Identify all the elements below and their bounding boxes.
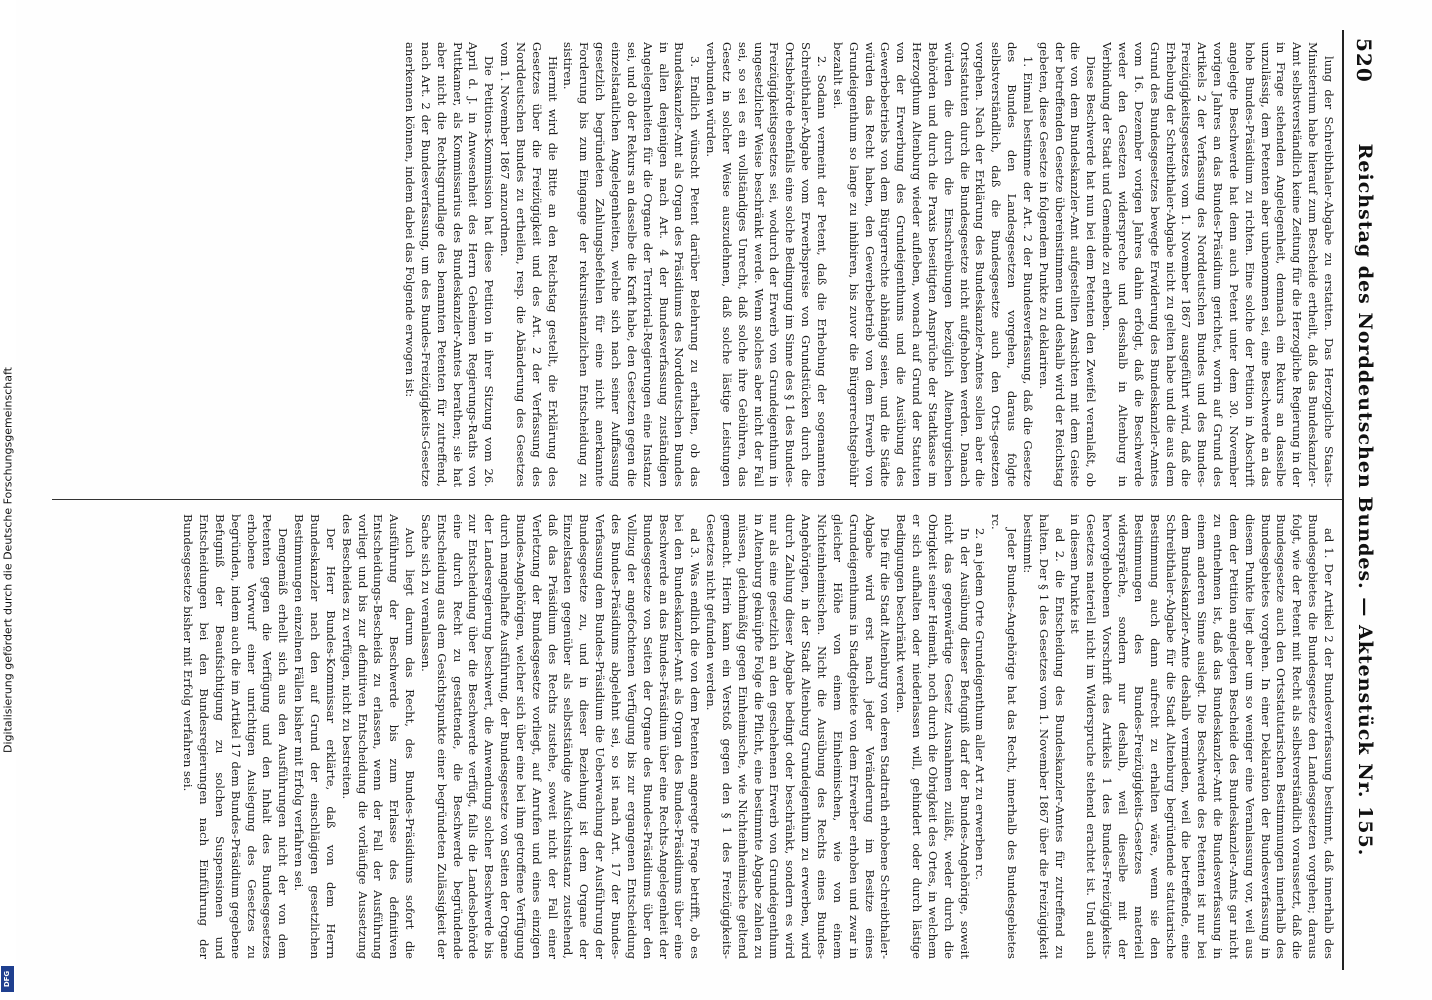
paragraph: lung der Schreibthaler-Abgabe zu erstatten. Das Herzogliche Staats-Ministerium habe hierauf zum Bescheide ertheilt, daß das Bundeskanzler-Amt selbstverständlich keine Zeitung für die Herzogliche Regierung in der in Frage stehenden Angelegenheit, demnach ein Rekurs an dasselbe unzulässig, dem Petenten aber unbenommen sei, eine Beschwerde an das hohe Bundes-Präsidium zu richten. Eine solche der Petition in Abschrift angelegte Beschwerde hat denn auch Petent unter dem 30. November vorigen Jahres an das Bundes-Präsidium gerichtet, worin auf Grund des Artikels 2 der Verfassung des Norddeutschen Bundes und des Bundes-Freizügigkeitsgesetzes vom 1. November 1867 ausgeführt wird, daß die Erhebung der Schreibthaler-Abgabe nicht zu gelten habe und die aus dem Grund des Bundesgesetzes bewegte Erwiderung des Bundeskanzler-Amtes vom 16. Dezember vorigen Jahres dahin erfolgt, daß die Beschwerde weder den Gesetzen widerspreche und desshalb in Altenburg in Verbindung der Stadt und Gemeinde zu erheben. <box>1100 42 1336 487</box>
paragraph: In der Ausübung dieser Befugniß darf der Bundes-Angehörige, soweit nicht das gegenwärtige Gesetz Ausnahmen zuläßt, weder durch die Obrigkeit seiner Heimath, noch durch die Obrigkeit des Ortes, in welchem er sich aufhalten oder niederlassen will, gehindert oder durch lästige Bedingungen beschränkt werden. <box>894 514 972 959</box>
rotated-page <box>46 30 1386 970</box>
column-divider <box>52 499 1342 500</box>
left-column <box>56 42 1336 487</box>
paragraph: Auch liegt darum das Recht, des Bundes-Präsidiums sofort die Ausführung der Beschwerde bis zum Erlasse des definitiven Entscheidungs-Bescheids zu erlassen, wenn der Fall der Ausführung vorliegt und bis zur definitiven Entscheidung die vorläufige Aussetzung des Bescheides zu verfügen, nicht zu bestreiten. <box>339 514 418 959</box>
paragraph: Die für die Stadt Altenburg von deren Stadtrath erhobene Schreibthaler-Abgabe wird erst nach jeder Veränderung im Besitze eines Grundeigenthums in Stadtgebiete von dem Erwerber erhoben und zwar in gleicher Höhe von einem Einheimischen, wie von einem Nichteinheimischen. Nicht die Ausübung des Rechts eines Bundes-Angehörigen, in der Stadt Altenburg Grundeigenthum zu erwerben, wird durch Zahlung dieser Abgabe bedingt oder beschränkt, sondern es wird nur als eine gesetzlich an den geschehenen Erwerb von Grundeigenthum in Altenburg geknüpfte Folge die Pflicht, eine bestimmte Abgabe zahlen zu müssen, gleichmäßig gegen Einheimische, wie Nichteinheimische geltend gemacht. Hierin kann ein Verstoß gegen den § 1 des Freizügigkeits-Gesetzes nicht gefunden werden. <box>704 514 893 959</box>
paragraph: 1. Einmal bestimme der Art. 2 der Bundesverfassung, daß die Gesetze des Bundes den Landesgesetzen vorgehen, daraus folgte selbstverständlich, daß die Bundesgesetze auch den Orts-gesetzen vorgehen. Nach der Erklärung des Bundeskanzler-Amtes sollen aber die Ortsstatuten durch die Bundesgesetze nicht aufgehoben werden. Danach würden die durch die Einschreibungen bezüglich Altenburgischen Behörden und durch die Praxis beseitigten Ansprüche der Stadtkasse im Herzogthum Altenburg wieder aufleben, wonach auf Grund der Statuten von der Erwerbung des Grundeigenthums und die Ausübung des Gewerbebetriebs von dem Bürgerrechte abhängig seien, und die Städte würden das Recht haben, den Gewerbebetrieb von dem Erwerb von Grundeigenthum so lange zu inhibiren, bis zuvor die Bürgerrechtsgebühr bezahlt sei. <box>830 42 1035 487</box>
page-number: 520 <box>1352 38 1376 83</box>
paragraph: Diese Beschwerde hat nun bei dem Petenten den Zweifel veranlaßt, ob die von dem Bundeskanzler-Amt aufgestellten Ansichten mit dem Geiste der betreffenden Gesetze übereinstimmen und deshalb wird der Reichstag gebeten, diese Gesetze in folgendem Punkte zu deklariren. <box>1036 42 1099 487</box>
paragraph: Jeder Bundes-Angehörige hat das Recht, innerhalb des Bundesgebietes rc. <box>989 514 1020 959</box>
page-header <box>1342 30 1378 970</box>
paragraph: ad 3. Was endlich die von dem Petenten angeregte Frage betrifft, ob es bei den Bundeskanzler-Amt als Organ des Bundes-Präsidiums über eine Beschwerde an das Bundes-Präsidium über eine Rechts-Angelegenheit der Bundesgesetze von Seiten der Organe des Bundes-Präsidiums über den Vollzug der angefochtenen Verfügung bis zur ergangenen Entscheidung des Bundes-Präsidiums abgelehnt sei, so ist nach Art. 17 der Bundes-Verfassung dem Bundes-Präsidium die Ueberwachung der Ausführung der Bundesgesetze zu, und in dieser Beziehung ist dem Organe der Einzelstaaten gegenüber als selbstständige Aufsichtsinstanz zustehend, daß das Präsidium des Rechts zustehe, soweit nicht der Fall einer Verletzung der Bundesgesetze vorliegt, auf Anrufen und eines einzigen Bundes-Angehörigen, welcher sich über eine bei ihm getroffene Verfügung durch mangelhafte Ausführung, der Bundesgesetze von Seiten der Organe der Landesregierung beschwert, die Anwendung solcher Beschwerde bis zur Entscheidung über die Beschwerde verfügt, falls die Landesbehörde eine durch Recht zu gestattende, die Beschwerde begründende Entscheidung aus dem Gesichtspunkte einer begründeten Zulässigkeit der Sache sich zu veranlassen. <box>418 514 703 959</box>
running-title: Reichstag des Norddeutschen Bundes. — Aktenstück Nr. 155. <box>1354 143 1376 857</box>
dfg-logo-text: DFG <box>3 970 12 988</box>
paragraph: 2. Sodann vermeint der Petent, daß die Erhebung der sogenannten Schreibthaler-Abgabe vom Erwerbspreise von Grundstücken durch die Ortsbehörde ebenfalls eine solche Bedingung im Sinne des § 1 des Bundes-Freizügigkeitsgesetzes sei, wodurch der Erwerb von Grundeigenthum in ungesetzlicher Weise beschränkt werde. Wenn solches aber nicht der Fall sei, so sei es ein vollständiges Unrecht, daß solche ihre Gebühren, das Gesetz in solcher Weise auszudehnen, daß solche lästige Leistungen verbunden würden. <box>704 42 829 487</box>
paragraph: ad 2. die Entscheidung des Bundeskanzler-Amtes für zutreffend zu halten. Der § 1 des Gesetzes vom 1. November 1867 über die Freizügigkeit bestimmt: <box>1020 514 1067 959</box>
paragraph: 3. Endlich wünscht Petent darüber Belehrung zu erhalten, ob das Bundeskanzler-Amt als Organ des Präsidiums des Norddeutschen Bundes in allen denjenigen nach Art. 4 der Bundesverfassung zuständigen Angelegenheiten für die Organe der Territorial-Regierungen eine Instanz sei, und ob der Rekurs an dasselbe die Kraft habe, den Gesetzen gegen die einzelstaatlichen Angelegenheiten, welche sich nach seiner Auffassung gesetzlich begründeten Zahlungsbefehlen für eine nicht anerkannte Forderung bis zum Eingange der rekursinstanzlichen Entscheidung zu sistiren. <box>561 42 703 487</box>
attribution-text: Digitalisierung gefördert durch die Deutsche Forschungsgemeinschaft <box>1 367 15 753</box>
dfg-logo <box>1 966 14 992</box>
paragraph: Demgemäß erhellt sich aus den Ausführungen nicht der von dem Petenten gegen die Verfügung und den Inhalt des Bundesgesetzes erhobene Vorwurf einer unrichtigen Auslegung des Gesetzes zu begründen, indem auch die im Artikel 17 dem Bundes-Präsidium gegebene Befugniß der Beaufsichtigung zu solchen Suspensionen und Entscheidungen bei den Bundesregierungen nach Einführung der Bundesgesetze bisher mit Erfolg verfahren sei. <box>181 514 291 959</box>
paragraph: Der Herr Bundes-Kommissar erklärte, daß von dem Herrn Bundeskanzler nach den auf Grund der einschlägigen gesetzlichen Bestimmungen einzelnen Fällen bisher mit Erfolg verfahren sei. <box>292 514 338 959</box>
attribution-strip <box>0 0 16 1000</box>
paragraph: Die Petitions-Kommission hat diese Petition in ihrer Sitzung vom 26. April d. J. in Anwesenheit des Herrn Geheimen Regierungs-Raths von Puttkamer, als Kommissarius des Bundeskanzler-Amtes berathen; sie hat aber nicht die Rechtsgrundlage des benannten Petenten für zutreffend, nach Art. 2 der Bundesverfassung, um des Bundes-Freizügigkeits-Gesetze anerkennen können, indem dabei das Folgende erwogen ist: <box>403 42 497 487</box>
paragraph: ad 1. Der Artikel 2 der Bundesverfassung bestimmt, daß innerhalb des Bundesgebietes die Bundesgesetze den Landesgesetzen vorgehen; daraus folgt, wie der Petent mit Recht als selbstverständlich voraussetzt, daß die Bundesgesetze auch den Ortsstatutarischen Bestimmungen innerhalb des Bundesgebietes vorgehen. In einer Deklaration der Bundesverfassung in diesem Punkte liegt aber um so weniger eine Veranlassung vor, weil aus dem der Petition angelegten Bescheide des Bundeskanzler-Amts gar nicht zu entnehmen ist, daß das Bundeskanzler-Amt die Bundesverfassung in einem anderen Sinne auslegt. Die Beschwerde des Petenten ist nur bei dem Bundeskanzler-Amte deshalb vermieden, weil die betreffende, eine Schreibthaler-Abgabe für die Stadt Altenburg begründende statutarische Bestimmung auch dann aufrecht zu erhalten wäre, wenn sie den Bestimmungen des Bundes-Freizügigkeits-Gesetzes materiell widerspräche, sondern nur deshalb, weil dieselbe mit der hervorgehobenen Vorschrift des Artikels 1 des Bundes-Freizügigkeits-Gesetzes materiell nicht im Widerspruche stehend erachtet ist. Und auch in diesem Punkte ist <box>1068 514 1336 959</box>
paragraph: Hiermit wird die Bitte an den Reichstag gestellt, die Erklärung des Gesetzes über die Freizügigkeit und des Art. 2 der Verfassung des Norddeutschen Bundes zu ertheilen, resp. die Abänderung des Gesetzes vom 1. November 1867 anzuordnen. <box>498 42 560 487</box>
paragraph: 2. an jedem Orte Grundeigenthum aller Art zu erwerben rc. <box>973 528 988 881</box>
right-column <box>56 514 1336 959</box>
